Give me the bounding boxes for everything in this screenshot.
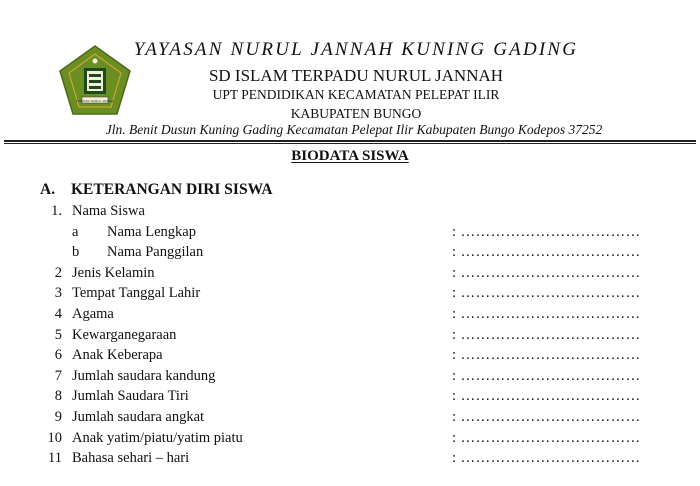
document-title xyxy=(0,148,700,165)
field-label: Kewarganegaraan xyxy=(72,326,177,343)
field-label: Anak Keberapa xyxy=(72,347,163,364)
field-label: Tempat Tanggal Lahir xyxy=(72,285,201,302)
field-blank[interactable]: : ……………………………… xyxy=(452,285,641,302)
form-row xyxy=(0,285,700,306)
row-number: 8 xyxy=(54,388,62,405)
letterhead-rule-thin xyxy=(4,143,696,144)
foundation-name: YAYASAN NURUL JANNAH KUNING GADING xyxy=(133,39,579,60)
school-name: SD ISLAM TERPADU NURUL JANNAH xyxy=(208,66,504,85)
row-number: 7 xyxy=(54,367,62,384)
field-label: Nama Panggilan xyxy=(107,244,204,261)
field-label: Jumlah saudara angkat xyxy=(72,409,205,425)
field-blank[interactable]: : ……………………………… xyxy=(452,429,641,446)
form-row xyxy=(0,306,700,327)
school-address: Jln. Benit Dusun Kuning Gading Kecamatan Pelepat Ilir Kabupaten Bungo Kodepos 37252 xyxy=(105,122,603,137)
field-label: Jumlah Saudara Tiri xyxy=(72,388,189,405)
field-blank[interactable]: : ……………………………… xyxy=(452,450,641,467)
form-row xyxy=(0,224,700,245)
row-number: 9 xyxy=(54,409,62,425)
field-blank[interactable]: : ……………………………… xyxy=(452,388,641,405)
field-label: Agama xyxy=(72,306,114,322)
form-row xyxy=(0,388,700,409)
upt-name: UPT PENDIDIKAN KECAMATAN PELEPAT ILIR xyxy=(212,87,500,102)
field-label: Nama Siswa xyxy=(72,203,145,219)
row-number: 1. xyxy=(51,203,62,219)
logo-text: TERPADU NURUL JANNAH xyxy=(75,98,115,103)
row-number: 4 xyxy=(54,306,62,322)
field-label: Jumlah saudara kandung xyxy=(72,367,216,384)
form-row xyxy=(0,450,700,471)
field-label: Anak yatim/piatu/yatim piatu xyxy=(72,429,243,446)
field-blank[interactable]: : ……………………………… xyxy=(452,264,641,281)
row-number: 3 xyxy=(54,285,62,302)
form-row xyxy=(0,327,700,348)
field-blank[interactable]: : ……………………………… xyxy=(452,409,641,425)
row-sub-letter: a xyxy=(72,223,79,240)
row-number: 6 xyxy=(54,347,62,364)
row-number: 5 xyxy=(54,326,62,343)
field-blank[interactable]: : ……………………………… xyxy=(452,367,641,384)
field-label: Jenis Kelamin xyxy=(72,264,155,281)
form-row xyxy=(0,430,700,451)
section-heading xyxy=(40,181,273,199)
form-row xyxy=(0,203,700,224)
section-title: KETERANGAN DIRI SISWA xyxy=(71,181,273,198)
document-title-text: BIODATA SISWA xyxy=(291,148,409,164)
letterhead-rule-thick xyxy=(4,140,696,142)
row-sub-letter: b xyxy=(72,244,80,261)
field-blank[interactable]: : ……………………………… xyxy=(452,306,641,322)
form-row xyxy=(0,347,700,368)
form-row xyxy=(0,409,700,430)
section-letter: A. xyxy=(40,181,56,198)
row-number: 10 xyxy=(47,429,62,446)
field-blank[interactable]: : ……………………………… xyxy=(452,347,641,364)
field-blank[interactable]: : ……………………………… xyxy=(452,244,641,261)
field-label: Bahasa sehari – hari xyxy=(72,450,190,467)
field-blank[interactable]: : ……………………………… xyxy=(452,223,641,240)
field-label: Nama Lengkap xyxy=(107,223,196,240)
regency-name: KABUPATEN BUNGO xyxy=(290,106,422,121)
field-blank[interactable]: : ……………………………… xyxy=(452,326,641,343)
form-row xyxy=(0,265,700,286)
row-number: 2 xyxy=(54,264,62,281)
form-row xyxy=(0,244,700,265)
row-number: 11 xyxy=(48,450,62,467)
form-row xyxy=(0,368,700,389)
